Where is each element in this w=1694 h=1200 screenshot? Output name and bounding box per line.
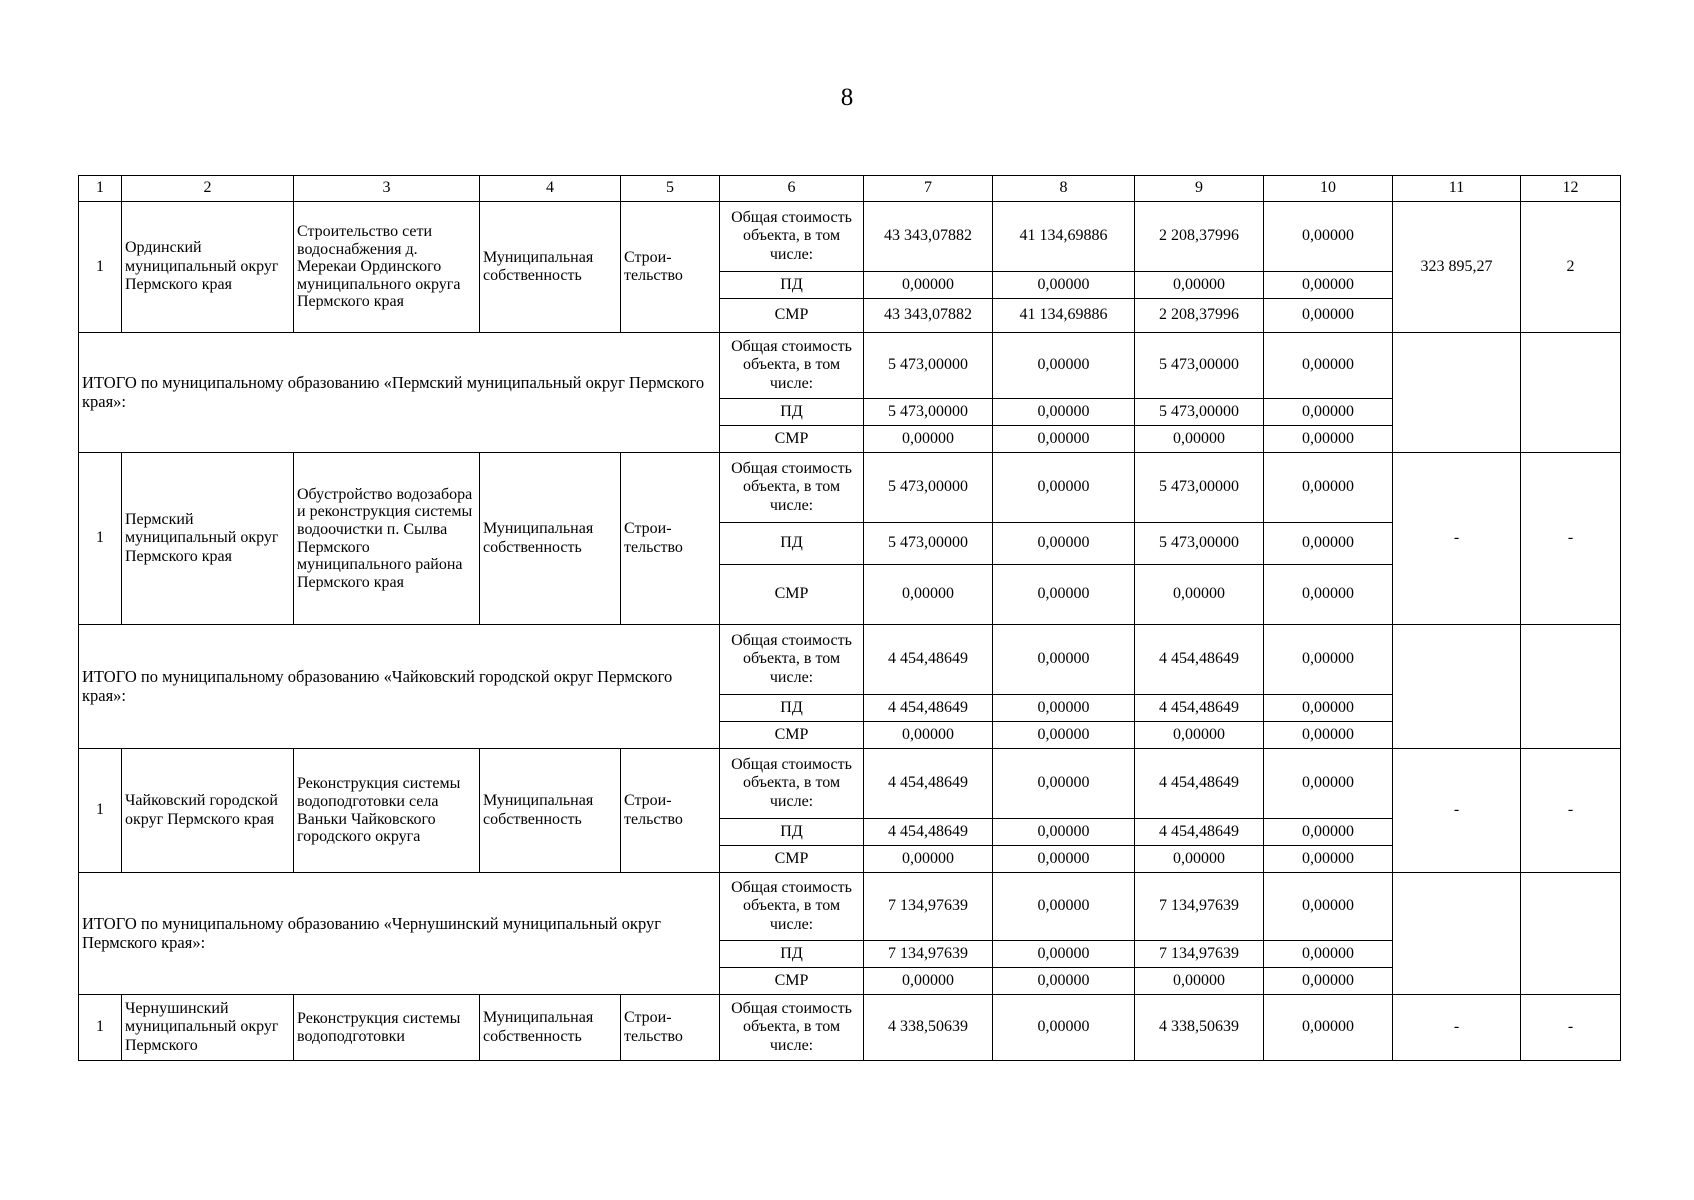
value-cell: 0,00000 <box>1135 565 1264 625</box>
column-header: 9 <box>1135 176 1264 202</box>
smr-label: СМР <box>720 565 864 625</box>
value-cell: 0,00000 <box>1135 426 1264 453</box>
column-header-row <box>79 176 1621 202</box>
value-cell: 0,00000 <box>993 846 1135 873</box>
value-cell: 0,00000 <box>864 565 993 625</box>
column-header: 6 <box>720 176 864 202</box>
value-cell: 4 454,48649 <box>1135 625 1264 695</box>
total-row <box>79 625 1621 695</box>
row-number: 1 <box>79 453 122 625</box>
column-header: 1 <box>79 176 122 202</box>
general-cost-label: Общая стоимость объекта, в том числе: <box>720 995 864 1061</box>
value-cell: 0,00000 <box>993 722 1135 749</box>
value-cell: 0,00000 <box>993 625 1135 695</box>
value-cell: 0,00000 <box>993 941 1135 968</box>
pd-label: ПД <box>720 819 864 846</box>
value-cell: 4 454,48649 <box>1135 695 1264 722</box>
empty-cell <box>1521 873 1621 995</box>
col12-cell: 2 <box>1521 202 1621 333</box>
general-cost-label: Общая стоимость объекта, в том числе: <box>720 625 864 695</box>
empty-cell <box>1521 333 1621 453</box>
value-cell: 0,00000 <box>993 749 1135 819</box>
pd-label: ПД <box>720 399 864 426</box>
value-cell: 5 473,00000 <box>864 523 993 565</box>
column-header: 11 <box>1393 176 1521 202</box>
work-type-cell: Строи-тельство <box>621 453 720 625</box>
value-cell: 0,00000 <box>1264 565 1393 625</box>
value-cell: 5 473,00000 <box>1135 333 1264 399</box>
object-cell: Строительство сети водоснабжения д. Мерекаи Ординского муниципального округа Пермского края <box>294 202 480 333</box>
smr-label: СМР <box>720 722 864 749</box>
col11-cell: 323 895,27 <box>1393 202 1521 333</box>
municipality-cell: Чернушинский муниципальный округ Пермского <box>122 995 294 1061</box>
column-header: 12 <box>1521 176 1621 202</box>
ownership-cell: Муниципальная собственность <box>480 202 621 333</box>
general-cost-label: Общая стоимость объекта, в том числе: <box>720 202 864 272</box>
value-cell: 43 343,07882 <box>864 299 993 333</box>
value-cell: 0,00000 <box>1264 625 1393 695</box>
total-label: ИТОГО по муниципальному образованию «Чернушинский муниципальный округ Пермского края»: <box>79 873 720 995</box>
empty-cell <box>1393 333 1521 453</box>
value-cell: 0,00000 <box>1264 941 1393 968</box>
value-cell: 0,00000 <box>1264 873 1393 941</box>
general-cost-label: Общая стоимость объекта, в том числе: <box>720 453 864 523</box>
value-cell: 0,00000 <box>1264 749 1393 819</box>
pd-label: ПД <box>720 941 864 968</box>
row-number: 1 <box>79 749 122 873</box>
value-cell: 7 134,97639 <box>864 941 993 968</box>
value-cell: 4 338,50639 <box>1135 995 1264 1061</box>
value-cell: 0,00000 <box>993 968 1135 995</box>
pd-label: ПД <box>720 523 864 565</box>
work-type-cell: Строи-тельство <box>621 749 720 873</box>
value-cell: 0,00000 <box>1264 695 1393 722</box>
smr-label: СМР <box>720 968 864 995</box>
value-cell: 4 454,48649 <box>864 819 993 846</box>
column-header: 8 <box>993 176 1135 202</box>
value-cell: 7 134,97639 <box>1135 941 1264 968</box>
municipality-cell: Ординский муниципальный округ Пермского края <box>122 202 294 333</box>
value-cell: 0,00000 <box>864 426 993 453</box>
value-cell: 0,00000 <box>1135 722 1264 749</box>
value-cell: 5 473,00000 <box>1135 399 1264 426</box>
value-cell: 5 473,00000 <box>864 399 993 426</box>
general-cost-label: Общая стоимость объекта, в том числе: <box>720 873 864 941</box>
table-row <box>79 995 1621 1061</box>
col12-cell: - <box>1521 995 1621 1061</box>
value-cell: 0,00000 <box>993 426 1135 453</box>
value-cell: 0,00000 <box>1264 202 1393 272</box>
value-cell: 4 454,48649 <box>1135 819 1264 846</box>
municipality-cell: Пермский муниципальный округ Пермского края <box>122 453 294 625</box>
col11-cell: - <box>1393 995 1521 1061</box>
value-cell: 5 473,00000 <box>864 333 993 399</box>
value-cell: 43 343,07882 <box>864 202 993 272</box>
column-header: 10 <box>1264 176 1393 202</box>
table-row <box>79 202 1621 272</box>
value-cell: 0,00000 <box>993 695 1135 722</box>
value-cell: 0,00000 <box>1264 995 1393 1061</box>
pd-label: ПД <box>720 272 864 299</box>
value-cell: 7 134,97639 <box>864 873 993 941</box>
column-header: 5 <box>621 176 720 202</box>
col12-cell: - <box>1521 749 1621 873</box>
value-cell: 0,00000 <box>993 272 1135 299</box>
empty-cell <box>1393 625 1521 749</box>
empty-cell <box>1521 625 1621 749</box>
value-cell: 0,00000 <box>1135 272 1264 299</box>
total-label: ИТОГО по муниципальному образованию «Пермский муниципальный округ Пермского края»: <box>79 333 720 453</box>
value-cell: 5 473,00000 <box>1135 523 1264 565</box>
table-row <box>79 749 1621 819</box>
col11-cell: - <box>1393 749 1521 873</box>
row-number: 1 <box>79 995 122 1061</box>
value-cell: 0,00000 <box>864 722 993 749</box>
value-cell: 2 208,37996 <box>1135 202 1264 272</box>
column-header: 7 <box>864 176 993 202</box>
value-cell: 0,00000 <box>993 819 1135 846</box>
value-cell: 5 473,00000 <box>1135 453 1264 523</box>
value-cell: 0,00000 <box>1135 846 1264 873</box>
value-cell: 4 338,50639 <box>864 995 993 1061</box>
value-cell: 0,00000 <box>864 846 993 873</box>
value-cell: 0,00000 <box>1264 426 1393 453</box>
total-label: ИТОГО по муниципальному образованию «Чайковский городской округ Пермского края»: <box>79 625 720 749</box>
col11-cell: - <box>1393 453 1521 625</box>
work-type-cell: Строи-тельство <box>621 995 720 1061</box>
value-cell: 4 454,48649 <box>1135 749 1264 819</box>
value-cell: 0,00000 <box>993 565 1135 625</box>
value-cell: 0,00000 <box>1264 846 1393 873</box>
value-cell: 2 208,37996 <box>1135 299 1264 333</box>
value-cell: 0,00000 <box>993 995 1135 1061</box>
value-cell: 5 473,00000 <box>864 453 993 523</box>
value-cell: 7 134,97639 <box>1135 873 1264 941</box>
object-cell: Обустройство водозабора и реконструкция системы водоочистки п. Сылва Пермского муниципального района Пермского края <box>294 453 480 625</box>
value-cell: 0,00000 <box>1264 272 1393 299</box>
value-cell: 0,00000 <box>864 272 993 299</box>
empty-cell <box>1393 873 1521 995</box>
value-cell: 41 134,69886 <box>993 202 1135 272</box>
ownership-cell: Муниципальная собственность <box>480 453 621 625</box>
col12-cell: - <box>1521 453 1621 625</box>
value-cell: 0,00000 <box>1264 299 1393 333</box>
value-cell: 4 454,48649 <box>864 749 993 819</box>
total-row <box>79 873 1621 941</box>
object-cell: Реконструкция системы водоподготовки <box>294 995 480 1061</box>
value-cell: 0,00000 <box>1135 968 1264 995</box>
pd-label: ПД <box>720 695 864 722</box>
municipality-cell: Чайковский городской округ Пермского края <box>122 749 294 873</box>
general-cost-label: Общая стоимость объекта, в том числе: <box>720 333 864 399</box>
general-cost-label: Общая стоимость объекта, в том числе: <box>720 749 864 819</box>
column-header: 3 <box>294 176 480 202</box>
value-cell: 0,00000 <box>864 968 993 995</box>
total-row <box>79 333 1621 399</box>
value-cell: 0,00000 <box>993 523 1135 565</box>
value-cell: 41 134,69886 <box>993 299 1135 333</box>
value-cell: 0,00000 <box>1264 819 1393 846</box>
value-cell: 4 454,48649 <box>864 695 993 722</box>
column-header: 2 <box>122 176 294 202</box>
smr-label: СМР <box>720 426 864 453</box>
value-cell: 0,00000 <box>1264 523 1393 565</box>
value-cell: 0,00000 <box>993 333 1135 399</box>
value-cell: 0,00000 <box>993 873 1135 941</box>
work-type-cell: Строи-тельство <box>621 202 720 333</box>
smr-label: СМР <box>720 299 864 333</box>
column-header: 4 <box>480 176 621 202</box>
smr-label: СМР <box>720 846 864 873</box>
value-cell: 0,00000 <box>993 453 1135 523</box>
value-cell: 0,00000 <box>1264 333 1393 399</box>
table-row <box>79 453 1621 523</box>
ownership-cell: Муниципальная собственность <box>480 749 621 873</box>
page-number: 8 <box>840 84 854 111</box>
value-cell: 0,00000 <box>993 399 1135 426</box>
value-cell: 4 454,48649 <box>864 625 993 695</box>
investment-table <box>78 175 1621 1061</box>
value-cell: 0,00000 <box>1264 399 1393 426</box>
value-cell: 0,00000 <box>1264 968 1393 995</box>
value-cell: 0,00000 <box>1264 453 1393 523</box>
object-cell: Реконструкция системы водоподготовки села Ваньки Чайковского городского округа <box>294 749 480 873</box>
value-cell: 0,00000 <box>1264 722 1393 749</box>
ownership-cell: Муниципальная собственность <box>480 995 621 1061</box>
row-number: 1 <box>79 202 122 333</box>
